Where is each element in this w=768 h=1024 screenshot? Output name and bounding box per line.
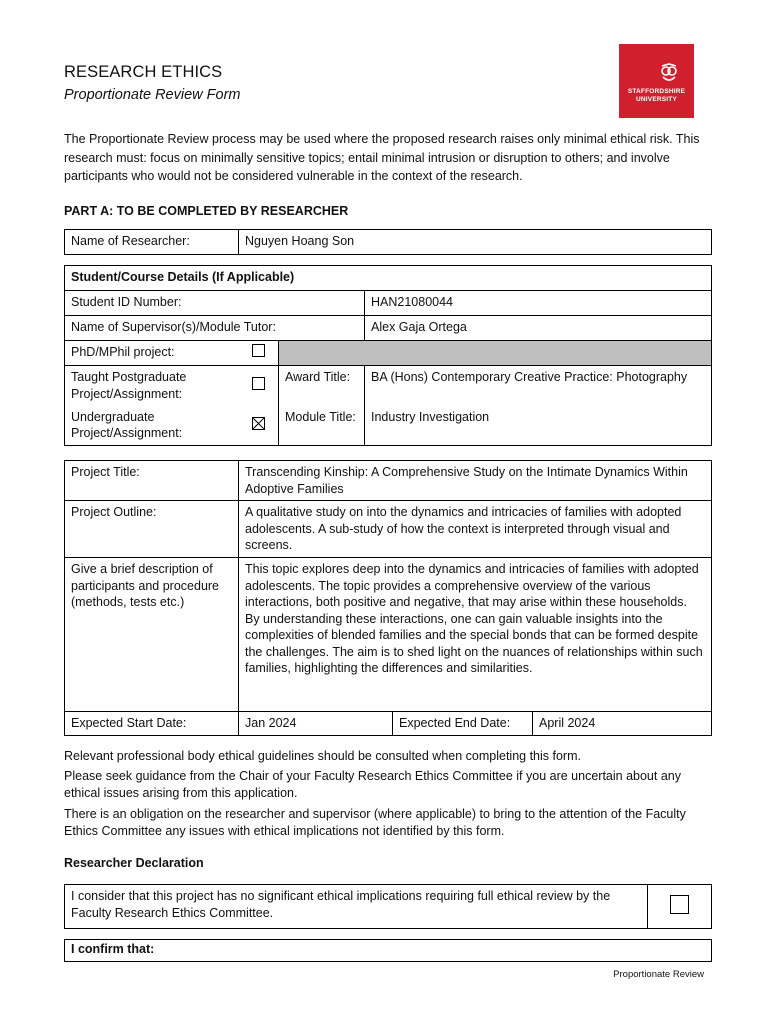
project-outline-field[interactable]: A qualitative study on into the dynamics and intricacies of families with adopted adolescents. A sub-study of how the context is interpreted through visual and screens. xyxy=(239,501,712,558)
intro-paragraph: The Proportionate Review process may be used where the proposed research raises only minimal ethical risk. This research must: focus on minimally sensitive topics; entail minimal intrusion or disruption to others; and involve participants who would not be considered vulnerable in the context of the research. xyxy=(64,132,700,183)
taught-checkbox[interactable] xyxy=(252,377,265,390)
project-outline-label: Project Outline: xyxy=(65,501,239,558)
project-title-label: Project Title: xyxy=(65,461,239,501)
award-title-label: Award Title: xyxy=(279,366,365,406)
description-label: Give a brief description of participants and procedure (methods, tests etc.) xyxy=(65,558,239,712)
researcher-label: Name of Researcher: xyxy=(65,230,239,255)
declaration-checkbox[interactable] xyxy=(670,895,689,914)
description-field[interactable] xyxy=(239,558,712,712)
declaration-statement: I consider that this project has no significant ethical implications requiring full ethical review by the Faculty Research Ethics Committee. xyxy=(65,885,648,929)
undergrad-checkbox[interactable] xyxy=(252,417,265,430)
part-a-heading: PART A: TO BE COMPLETED BY RESEARCHER xyxy=(64,204,349,218)
award-title-field[interactable]: BA (Hons) Contemporary Creative Practice: Photography xyxy=(365,366,712,406)
module-title-label: Module Title: xyxy=(279,406,365,446)
phd-label: PhD/MPhil project: xyxy=(65,341,239,366)
undergrad-label: Undergraduate Project/Assignment: xyxy=(65,406,239,446)
student-id-label: Student ID Number: xyxy=(65,291,365,316)
confirm-table xyxy=(64,939,712,962)
declaration-heading: Researcher Declaration xyxy=(64,856,204,870)
start-date-label: Expected Start Date: xyxy=(65,712,239,736)
phd-shaded-cell xyxy=(279,341,712,366)
phd-checkbox[interactable] xyxy=(252,344,265,357)
page-footer: Proportionate Review xyxy=(613,969,704,980)
project-details-table xyxy=(64,460,712,736)
supervisor-field[interactable]: Alex Gaja Ortega xyxy=(365,316,712,341)
end-date-field[interactable]: April 2024 xyxy=(533,712,712,736)
guidance-paragraph-2: Please seek guidance from the Chair of your Faculty Research Ethics Committee if you are uncertain about any ethical issues arising from this application. xyxy=(64,769,681,800)
researcher-name-field[interactable]: Nguyen Hoang Son xyxy=(239,230,712,255)
description-paragraph-1: This topic explores deep into the dynamics and intricacies of families with adopted adolescents. The topic provides a comprehensive overview of the various interactions, both positive and negative, that may arise within these households. xyxy=(245,562,699,609)
declaration-table xyxy=(64,884,712,929)
supervisor-label: Name of Supervisor(s)/Module Tutor: xyxy=(65,316,365,341)
guidance-paragraph-1: Relevant professional body ethical guidelines should be consulted when completing this form. xyxy=(64,749,581,763)
student-details-table xyxy=(64,265,712,446)
university-logo xyxy=(619,44,694,118)
form-subtitle: Proportionate Review Form xyxy=(64,87,241,103)
form-title: RESEARCH ETHICS xyxy=(64,63,223,81)
student-id-field[interactable]: HAN21080044 xyxy=(365,291,712,316)
module-title-field[interactable]: Industry Investigation xyxy=(365,406,712,446)
student-details-heading: Student/Course Details (If Applicable) xyxy=(65,266,712,291)
start-date-field[interactable]: Jan 2024 xyxy=(239,712,393,736)
logo-text: STAFFORDSHIRE UNIVERSITY xyxy=(627,88,686,103)
end-date-label: Expected End Date: xyxy=(393,712,533,736)
guidance-paragraph-3: There is an obligation on the researcher and supervisor (where applicable) to bring to the attention of the Faculty Ethics Committee any issues with ethical implications not identified by this form. xyxy=(64,807,686,838)
taught-label: Taught Postgraduate Project/Assignment: xyxy=(65,366,239,406)
researcher-table xyxy=(64,229,712,255)
project-title-field[interactable]: Transcending Kinship: A Comprehensive Study on the Intimate Dynamics Within Adoptive Families xyxy=(239,461,712,501)
description-paragraph-2: By understanding these interactions, one can gain valuable insights into the complexities of blended families and the special bonds that can be formed despite the challenges. The aim is to shed light on the nuances of relationships within such families, highlighting the differences and similarities. xyxy=(245,611,703,675)
crest-icon xyxy=(619,44,694,88)
confirm-label: I confirm that: xyxy=(65,940,712,962)
